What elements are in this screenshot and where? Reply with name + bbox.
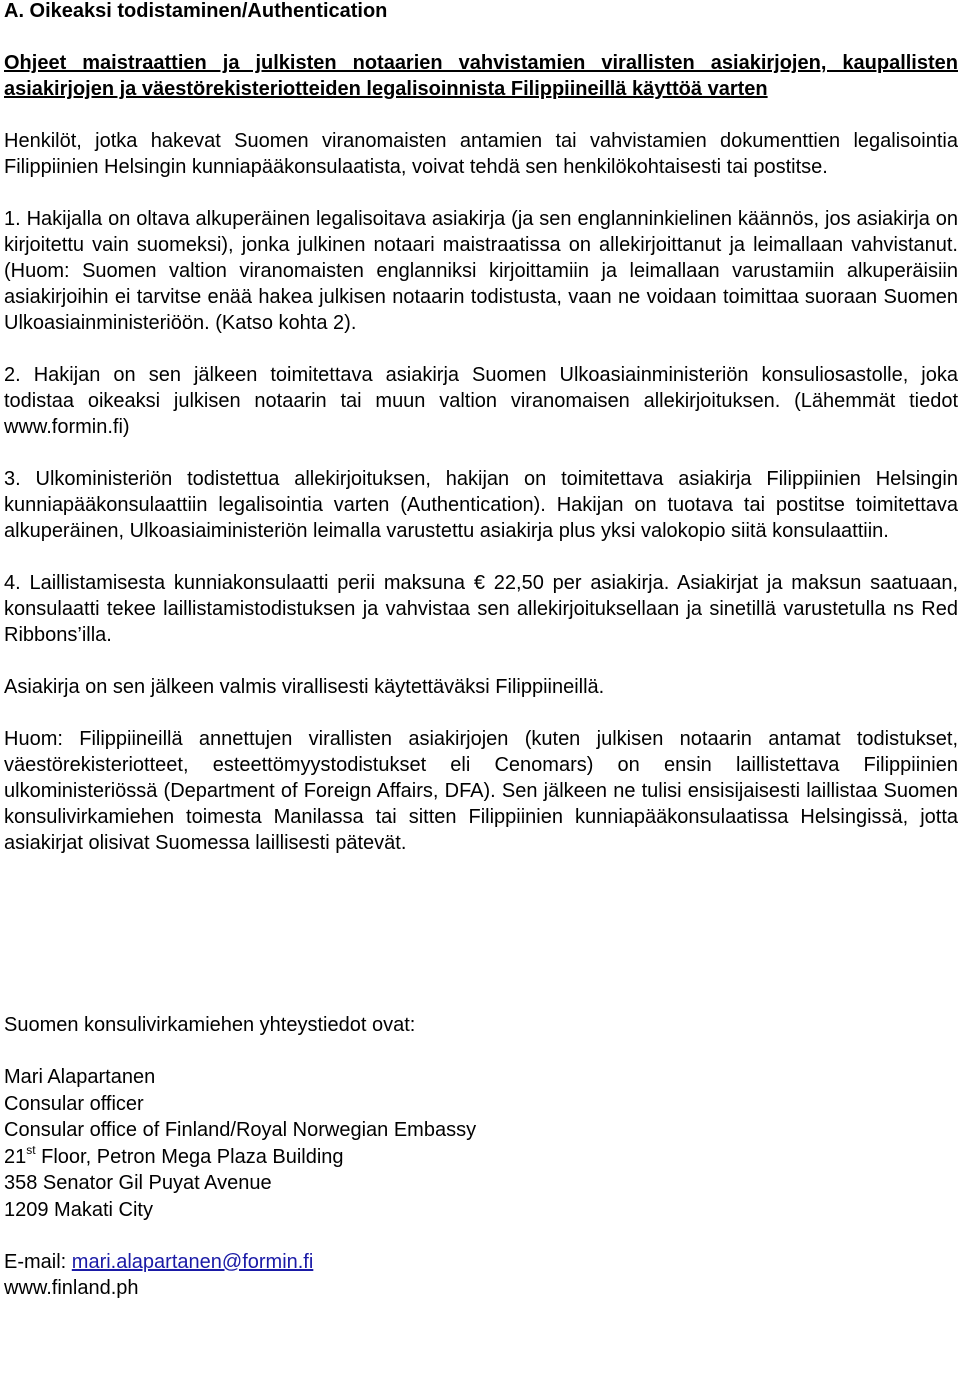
website-link[interactable]: www.finland.ph (4, 1277, 139, 1299)
section-heading: A. Oikeaksi todistaminen/Authentication (4, 0, 388, 22)
contact-floor (4, 1144, 958, 1171)
floor-building: Floor, Petron Mega Plaza Building (35, 1145, 344, 1168)
contact-office: Consular office of Finland/Royal Norwegian Embassy (4, 1119, 477, 1141)
step-4-paragraph: 4. Laillistamisesta kunniakonsulaatti perii maksuna € 22,50 per asiakirja. Asiakirjat ja maksun saatuaan, konsulaatti tekee laillistamistodistuksen ja vahvistaa sen allekirjoituksellaan ja sinetillä varustetulla ns Red Ribbons’illa. (4, 572, 958, 646)
floor-suffix: st (26, 1142, 36, 1157)
step-1-paragraph: 1. Hakijalla on oltava alkuperäinen legalisoitava asiakirja (ja sen englanninkielinen käännös, jos asiakirja on kirjoitettu vain suomeksi), jonka julkinen notaari maistraatissa on allekirjoittanut ja leimallaan vahvistanut. (Huom: Suomen valtion viranomaisten englanniksi kirjoittamiin ja leimallaan varustamiin alkuperäisiin asiakirjoihin ei tarvitse enää hakea julkisen notaarin todistusta, vaan ne voidaan toimittaa suoraan Suomen Ulkoasiainministeriöön. (Katso kohta 2). (4, 208, 958, 334)
step-2-paragraph: 2. Hakijan on sen jälkeen toimitettava asiakirja Suomen Ulkoasiainministeriön konsuliosastolle, joka todistaa oikeaksi julkisen notaarin tai muun valtion viranomaisen allekirjoituksen. (Lähemmät tiedot www.formin.fi) (4, 364, 958, 438)
contact-intro: Suomen konsulivirkamiehen yhteystiedot ovat: (4, 1014, 416, 1036)
contact-title: Consular officer (4, 1092, 144, 1115)
note-paragraph: Huom: Filippiineillä annettujen virallisten asiakirjojen (kuten julkisen notaarin antamat todistukset, väestörekisteriotteet, esteettömyystodistukset eli Cenomars) on ensin laillistettava Filippiinien ulkoministeriössä (Department of Foreign Affairs, DFA). Sen jälkeen ne tulisi ensisijaisesti laillistaa Suomen konsulivirkamiehen toimesta Manilassa tai sitten Filippiinien kunniapääkonsulaatissa Helsingissä, jotta asiakirjat olisivat Suomessa laillisesti pätevät. (4, 728, 958, 854)
contact-address-block (4, 1064, 958, 1223)
contact-email-line (4, 1249, 958, 1275)
contact-street: 358 Senator Gil Puyat Avenue (4, 1172, 272, 1194)
instructions-title: Ohjeet maistraattien ja julkisten notaarien vahvistamien virallisten asiakirjojen, kaupallisten asiakirjojen ja väestörekisteriotteiden legalisoinnista Filippiineillä käyttöä varten (4, 52, 958, 100)
contact-online-block (4, 1249, 958, 1301)
intro-paragraph: Henkilöt, jotka hakevat Suomen viranomaisten antamien tai vahvistamien dokumenttien legalisointia Filippiinien Helsingin kunniapääkonsulaatista, voivat tehdä sen henkilökohtaisesti tai postitse. (4, 130, 958, 178)
document-page (4, 0, 958, 1301)
floor-number: 21 (4, 1145, 27, 1168)
contact-name: Mari Alapartanen (4, 1066, 156, 1088)
step-3-paragraph: 3. Ulkoministeriön todistettua allekirjoituksen, hakijan on toimitettava asiakirja Filippiinien Helsingin kunniapääkonsulaattiin legalisointia varten (Authentication). Hakijan on tuotava tai postitse toimitettava alkuperäinen, Ulkoasiaiministeriön leimalla varustettu asiakirja plus yksi valokopio siitä konsulaattiin. (4, 468, 958, 542)
ready-paragraph: Asiakirja on sen jälkeen valmis virallisesti käytettäväksi Filippiineillä. (4, 676, 605, 698)
contact-city: 1209 Makati City (4, 1198, 153, 1221)
email-link[interactable]: mari.alapartanen@formin.fi (71, 1251, 314, 1273)
email-label: E-mail: (4, 1251, 72, 1273)
